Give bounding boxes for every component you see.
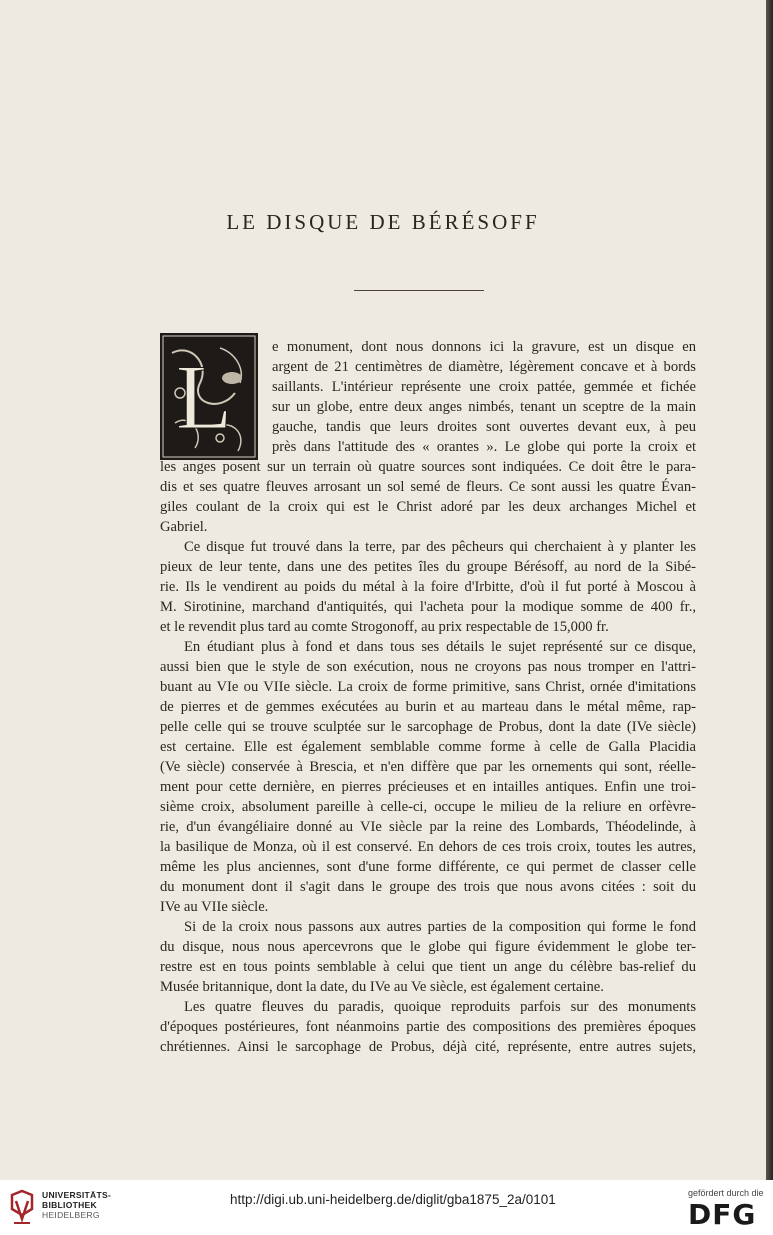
permalink-url[interactable]: http://digi.ub.uni-heidelberg.de/diglit/gba1875_2a/0101 [230, 1192, 556, 1207]
text-line: pieux de leur tente, dans une des petites îles du groupe Bérésoff, au nord de la Sibé- [160, 559, 696, 575]
text-line: giles coulant de la croix qui est le Christ adoré par les deux archanges Michel et [160, 499, 696, 515]
drop-cap-letter: L [175, 346, 233, 448]
text-line: e monument, dont nous donnons ici la gravure, est un disque en [272, 339, 696, 355]
text-line: IVe au VIIe siècle. [160, 899, 269, 915]
text-line: Gabriel. [160, 519, 208, 535]
text-line: En étudiant plus à fond et dans tous ses détails le sujet représenté sur ce disque, [184, 639, 696, 655]
text-line: Si de la croix nous passons aux autres parties de la composition qui forme le fond [184, 919, 696, 935]
text-line: même les plus anciennes, sont d'une forme différente, ce qui permet de classer celle [160, 859, 696, 875]
text-line: argent de 21 centimètres de diamètre, légèrement concave et à bords [272, 359, 696, 375]
text-line: dis et ses quatre fleuves arrosant un sol semé de fleurs. Ce sont aussi les quatre Évan- [160, 479, 696, 495]
text-line: la basilique de Monza, où il est conservé. En dehors de ces trois croix, toutes les autres, [160, 839, 696, 855]
funded-by-label: gefördert durch die [688, 1188, 764, 1198]
text-line: sième croix, absolument pareille à celle-ci, occupe le milieu de la reliure en orfèvre- [160, 799, 696, 815]
article-body [160, 337, 696, 1057]
text-line: buant au VIe ou VIIe siècle. La croix de forme primitive, sans Christ, ornée d'imitations [160, 679, 696, 695]
text-line: est certaine. Elle est également semblable comme forme à celle de Galla Placidia [160, 739, 696, 755]
text-line: rie, d'un évangéliaire donné au VIe siècle par la reine des Lombards, Théodelinde, à [160, 819, 696, 835]
text-line: Les quatre fleuves du paradis, quoique reproduits parfois sur des monuments [184, 999, 696, 1015]
library-name-line: UNIVERSITÄTS- [42, 1190, 112, 1200]
page-edge [766, 0, 773, 1180]
text-line: saillants. L'intérieur représente une croix pattée, gemmée et fichée [272, 379, 696, 395]
text-line: M. Sirotinine, marchand d'antiquités, qui l'acheta pour la modique somme de 400 fr., [160, 599, 696, 615]
text-line: gauche, tandis que leurs droites sont ouvertes devant eux, à peu [272, 419, 696, 435]
text-line: ment pour cette dernière, en pierres précieuses et en intailles antiques. Enfin une troi- [160, 779, 696, 795]
text-line: restre est en tous points semblable à celui que tient un ange du célèbre bas-relief du [160, 959, 696, 975]
text-line: les anges posent sur un terrain où quatre sources sont indiquées. Ce doit être le para- [160, 459, 696, 475]
text-line: (Ve siècle) conservée à Brescia, et n'en diffère que par les ornements qui sont, réelle- [160, 759, 696, 775]
library-name-line: HEIDELBERG [42, 1210, 100, 1220]
university-library-logo-icon[interactable] [8, 1189, 36, 1227]
article-title: LE DISQUE DE BÉRÉSOFF [226, 210, 540, 234]
text-line: de pierres et de gemmes exécutées au burin et au marteau dans le métal même, rap- [160, 699, 696, 715]
text-line: Ce disque fut trouvé dans la terre, par des pêcheurs qui cherchaient à y planter les [184, 539, 696, 555]
title-rule [354, 290, 484, 291]
text-line: aussi bien que le style de son exécution, nous ne croyons pas nous tromper en l'attri- [160, 659, 696, 675]
text-line: et le revendit plus tard au comte Strogonoff, au prix respectable de 15,000 fr. [160, 619, 609, 635]
viewer-footer [0, 1180, 773, 1235]
text-line: d'époques postérieures, font néanmoins partie des compositions des premières époques [160, 1019, 696, 1035]
text-line: du disque, nous nous apercevrons que le globe qui figure évidemment le globe ter- [160, 939, 696, 955]
text-line: rie. Ils le vendirent au poids du métal à la foire d'Irbitte, d'où il fut porté à Moscou à [160, 579, 696, 595]
library-name[interactable] [42, 1190, 111, 1220]
text-line: près dans l'attitude des « orantes ». Le globe qui porte la croix et [272, 439, 696, 455]
text-line: sur un globe, entre deux anges nimbés, tenant un sceptre de la main [272, 399, 696, 415]
text-line: pelle celle qui se trouve sculptée sur le sarcophage de Probus, dont la date (IVe siècle) [160, 719, 696, 735]
text-line: chrétiennes. Ainsi le sarcophage de Probus, déjà cité, représente, entre autres sujets, [160, 1039, 696, 1055]
library-name-line: BIBLIOTHEK [42, 1200, 97, 1210]
dfg-logo[interactable]: DFG [688, 1198, 757, 1231]
text-line: Musée britannique, dont la date, du IVe au Ve siècle, est également certaine. [160, 979, 604, 995]
text-line: du monument dont il s'agit dans le groupe des trois que nous avons citées : soit du [160, 879, 696, 895]
